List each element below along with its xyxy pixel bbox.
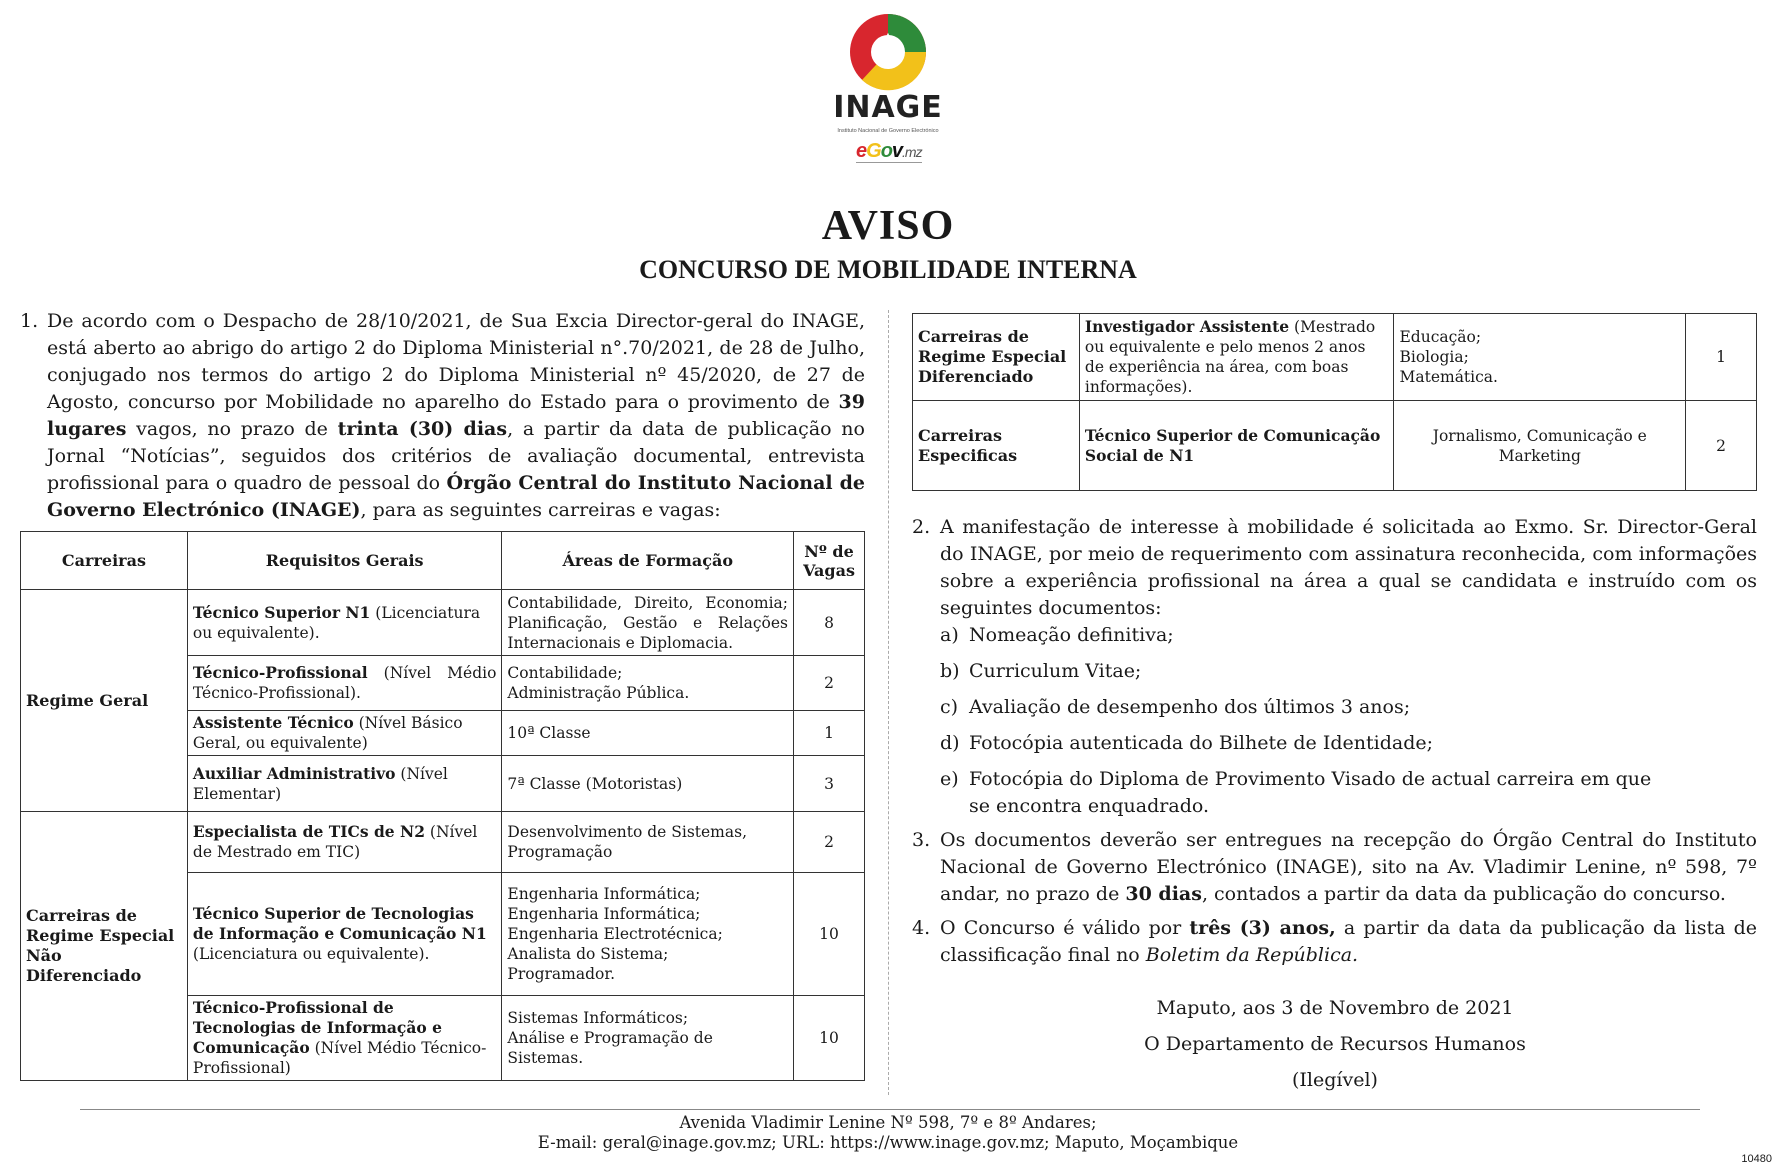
page-title: AVISO bbox=[821, 203, 955, 249]
area-cell: Contabilidade, Direito, Economia; Planificação, Gestão e Relações Internacionais e Diplomacia. bbox=[502, 590, 794, 656]
requisito-detail: (Nível Médio Técnico-Profissional). bbox=[192, 664, 497, 702]
list-item bbox=[940, 622, 1757, 649]
requisito-cell bbox=[187, 590, 502, 656]
requisito-title: Técnico-Profissional de Tecnologias de Informação e Comunicação bbox=[192, 998, 442, 1057]
area-cell bbox=[502, 996, 794, 1081]
signature: (Ilegível) bbox=[1292, 1069, 1378, 1091]
para4-bold: três (3) anos, bbox=[1189, 917, 1336, 939]
requisito-title: Especialista de TICs de N2 bbox=[192, 822, 425, 841]
department: O Departamento de Recursos Humanos bbox=[1144, 1033, 1526, 1055]
vacancies-table bbox=[20, 531, 865, 1081]
list-letter: b) bbox=[940, 660, 960, 682]
document-id: 10480 bbox=[1741, 1153, 1772, 1165]
vagas-cell: 1 bbox=[1686, 314, 1757, 401]
requisito-cell bbox=[187, 656, 502, 711]
footer-contact: E-mail: geral@inage.gov.mz; URL: https://www.inage.gov.mz; Maputo, Moçambique bbox=[537, 1133, 1239, 1152]
paragraph-number: 1. bbox=[20, 310, 39, 332]
table-header-row bbox=[21, 532, 865, 590]
egov-logo bbox=[856, 140, 922, 163]
egov-v: v bbox=[891, 140, 903, 162]
column-divider bbox=[888, 310, 889, 1095]
para1-text-3: , a partir da data de publicação no Jornal “Notícias”, seguidos dos critérios de avaliação documental, entrevista profissional para o quadro de pessoal do bbox=[47, 418, 865, 494]
paragraph-1 bbox=[20, 308, 865, 524]
area-line: Programador. bbox=[507, 965, 615, 983]
vagas-cell: 2 bbox=[794, 812, 865, 873]
right-column-text bbox=[912, 514, 1757, 969]
header-vagas: Nº de Vagas bbox=[794, 532, 865, 590]
list-text: Curriculum Vitae; bbox=[969, 660, 1142, 682]
documents-list bbox=[912, 622, 1757, 820]
list-text: Nomeação definitiva; bbox=[969, 624, 1174, 646]
vagas-cell: 3 bbox=[794, 756, 865, 812]
para3-bold: 30 dias bbox=[1125, 883, 1202, 905]
group-cell: Regime Geral bbox=[21, 590, 188, 812]
requisito-title: Técnico Superior N1 bbox=[192, 602, 371, 622]
egov-e: e bbox=[856, 140, 867, 162]
para1-bold-1: 39 lugares bbox=[47, 391, 865, 440]
footer-address: Avenida Vladimir Lenine Nº 598, 7º e 8º Andares; bbox=[679, 1113, 1097, 1132]
requisito-cell bbox=[187, 756, 502, 812]
area-cell: 7ª Classe (Motoristas) bbox=[502, 756, 794, 812]
requisito-detail: (Nível Básico Geral, ou equivalente) bbox=[192, 714, 463, 752]
area-line: Engenharia Informática; bbox=[507, 885, 701, 903]
header-carreiras: Carreiras bbox=[21, 532, 188, 590]
paragraph-2 bbox=[912, 514, 1757, 622]
area-cell bbox=[502, 656, 794, 711]
logo-subtitle: Instituto Nacional de Governo Electrónico bbox=[837, 128, 939, 134]
list-text: Fotocópia do Diploma de Provimento Visado de actual carreira em que se encontra enquadrado. bbox=[969, 768, 1652, 817]
requisito-detail: (Licenciatura ou equivalente). bbox=[192, 603, 481, 642]
inage-emblem-icon bbox=[848, 12, 928, 92]
vagas-cell: 10 bbox=[794, 996, 865, 1081]
requisito-detail: (Licenciatura ou equivalente). bbox=[192, 945, 430, 963]
list-letter: d) bbox=[940, 732, 960, 754]
egov-mz: .mz bbox=[902, 144, 922, 160]
list-letter: c) bbox=[940, 696, 959, 718]
para4-text-1: O Concurso é válido por bbox=[940, 917, 1190, 939]
requisito-title: Técnico-Profissional bbox=[192, 663, 368, 682]
inage-logo bbox=[826, 12, 950, 162]
group-cell: Carreiras de Regime Especial Não Diferenciado bbox=[21, 812, 188, 1081]
para4-text-2: a partir da data da publicação da lista de classificação final no bbox=[940, 917, 1757, 966]
vagas-cell: 2 bbox=[1686, 401, 1757, 491]
area-line: Sistemas Informáticos; bbox=[507, 1009, 689, 1027]
page-subtitle: CONCURSO DE MOBILIDADE INTERNA bbox=[639, 255, 1137, 284]
para1-bold-2: trinta (30) dias bbox=[337, 418, 508, 440]
header-requisitos: Requisitos Gerais bbox=[187, 532, 502, 590]
requisito-detail: (Nível de Mestrado em TIC) bbox=[192, 823, 478, 861]
para4-italic: Boletim da República. bbox=[1145, 944, 1359, 966]
list-text: Avaliação de desempenho dos últimos 3 anos; bbox=[969, 696, 1411, 718]
paragraph-number: 4. bbox=[912, 917, 931, 939]
paragraph-number: 2. bbox=[912, 516, 931, 538]
list-item bbox=[940, 658, 1757, 685]
footer-divider bbox=[80, 1109, 1700, 1110]
area-line: Engenharia Electrotécnica; bbox=[507, 925, 723, 943]
paragraph-number: 3. bbox=[912, 829, 931, 851]
list-text: Fotocópia autenticada do Bilhete de Identidade; bbox=[969, 732, 1433, 754]
area-line: Matemática. bbox=[1399, 368, 1498, 386]
para1-text-4: , para as seguintes carreiras e vagas: bbox=[360, 499, 721, 521]
requisito-cell: Técnico Superior de Comunicação Social de N1 bbox=[1079, 401, 1394, 491]
footer bbox=[0, 1113, 1776, 1153]
requisito-title: Assistente Técnico bbox=[192, 713, 354, 732]
list-letter: e) bbox=[940, 768, 959, 790]
special-careers-table bbox=[912, 313, 1757, 491]
requisito-cell bbox=[187, 711, 502, 756]
area-cell bbox=[1394, 314, 1686, 401]
area-line: Educação; bbox=[1399, 328, 1482, 346]
table-row bbox=[21, 590, 865, 656]
vagas-cell: 10 bbox=[794, 873, 865, 996]
area-line: Biologia; bbox=[1399, 348, 1469, 366]
requisito-title: Investigador Assistente bbox=[1084, 317, 1290, 336]
area-line: Programação bbox=[507, 843, 613, 861]
paragraph-3 bbox=[912, 827, 1757, 908]
requisito-title: Auxiliar Administrativo bbox=[192, 763, 396, 783]
area-line: Engenharia Informática; bbox=[507, 905, 701, 923]
area-cell: 10ª Classe bbox=[502, 711, 794, 756]
area-line: Desenvolvimento de Sistemas, bbox=[507, 823, 748, 841]
table-row bbox=[21, 812, 865, 873]
para3-text-1: Os documentos deverão ser entregues na recepção do Órgão Central do Instituto Nacional de Governo Electrónico (INAGE), sito na Av. Vladimir Lenine, nº 598, 7º andar, no prazo de bbox=[940, 829, 1757, 905]
header-areas: Áreas de Formação bbox=[502, 532, 794, 590]
table-row bbox=[913, 401, 1757, 491]
area-cell bbox=[502, 812, 794, 873]
list-item bbox=[940, 730, 1757, 757]
list-letter: a) bbox=[940, 624, 959, 646]
carreira-cell: Carreiras de Regime Especial Diferenciado bbox=[913, 314, 1080, 401]
para1-text-1: De acordo com o Despacho de 28/10/2021, de Sua Excia Director-geral do INAGE, está aberto ao abrigo do artigo 2 do Diploma Ministerial n°.70/2021, de 28 de Julho, conjugado nos termos do artigo 2 do Diploma Ministerial nº 45/2020, de 27 de Agosto, concurso por Mobilidade no aparelho do Estado para o provimento de bbox=[47, 310, 865, 413]
area-cell: Jornalismo, Comunicação e Marketing bbox=[1394, 401, 1686, 491]
area-line: Analista do Sistema; bbox=[507, 945, 669, 963]
requisito-detail: (Mestrado ou equivalente e pelo menos 2 anos de experiência na área, com boas informações). bbox=[1084, 318, 1376, 396]
para1-bold-3: Órgão Central do Instituto Nacional de Governo Electrónico (INAGE) bbox=[47, 472, 865, 521]
requisito-detail: (Nível Elementar) bbox=[192, 764, 448, 803]
requisito-cell bbox=[187, 873, 502, 996]
list-item bbox=[940, 694, 1757, 721]
requisito-cell bbox=[187, 996, 502, 1081]
logo-name: INAGE bbox=[833, 90, 943, 125]
requisito-cell bbox=[1079, 314, 1394, 401]
requisito-detail: (Nível Médio Técnico-Profissional) bbox=[192, 1039, 487, 1077]
area-line: Contabilidade; bbox=[507, 664, 623, 682]
list-item bbox=[940, 766, 1660, 820]
carreira-cell: Carreiras Especificas bbox=[913, 401, 1080, 491]
para2-text: A manifestação de interesse à mobilidade é solicitada ao Exmo. Sr. Director-Geral do INAGE, por meio de requerimento com assinatura reconhecida, com informações sobre a experiência profissional na área a qual se candidata e instruído com os seguintes documentos: bbox=[940, 516, 1757, 619]
egov-g: G bbox=[866, 140, 881, 162]
paragraph-4 bbox=[912, 915, 1757, 969]
vagas-cell: 1 bbox=[794, 711, 865, 756]
requisito-title: Técnico Superior de Tecnologias de Informação e Comunicação N1 bbox=[192, 904, 487, 943]
area-line: Análise e Programação de Sistemas. bbox=[507, 1029, 713, 1067]
area-line: Administração Pública. bbox=[507, 684, 690, 702]
egov-o: o bbox=[880, 140, 892, 162]
closing-block bbox=[1100, 990, 1570, 1098]
para1-text-2: vagos, no prazo de bbox=[126, 418, 338, 440]
requisito-cell bbox=[187, 812, 502, 873]
place-date: Maputo, aos 3 de Novembro de 2021 bbox=[1156, 997, 1514, 1019]
area-cell bbox=[502, 873, 794, 996]
vagas-cell: 8 bbox=[794, 590, 865, 656]
logo-divider bbox=[856, 162, 922, 164]
para3-text-2: , contados a partir da data da publicação do concurso. bbox=[1201, 883, 1726, 905]
vagas-cell: 2 bbox=[794, 656, 865, 711]
table-row bbox=[913, 314, 1757, 401]
